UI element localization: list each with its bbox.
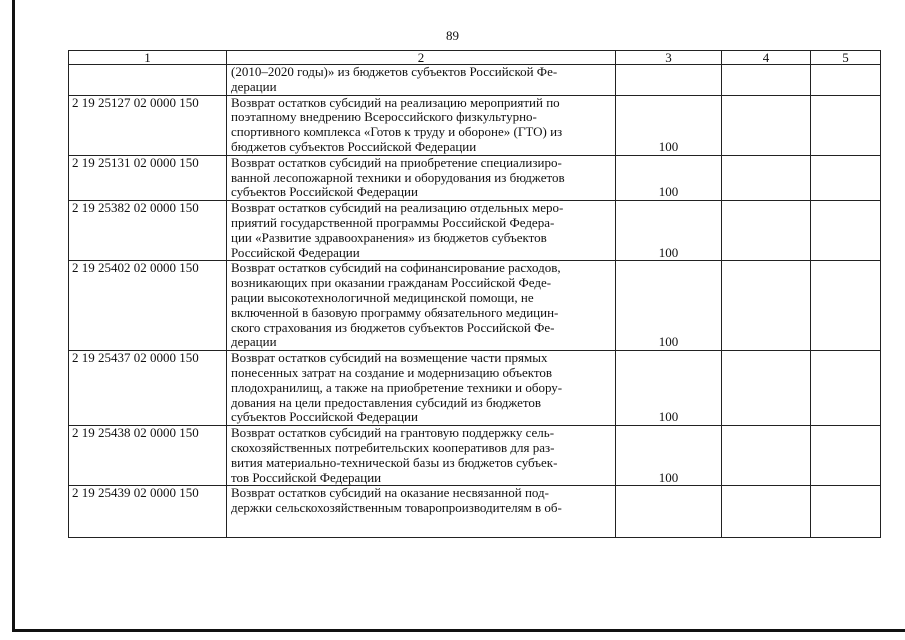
description-line: дерации <box>231 78 277 94</box>
empty-cell-col5 <box>811 95 881 155</box>
description-line: рации высокотехнологичной медицинской помощи, не <box>231 289 534 305</box>
column-header-1: 1 <box>69 51 227 65</box>
budget-code-cell: 2 19 25438 02 0000 150 <box>69 426 227 486</box>
empty-cell-col5 <box>811 426 881 486</box>
empty-cell-col5 <box>811 65 881 96</box>
scan-bottom-border <box>12 629 905 632</box>
description-cell <box>227 201 616 261</box>
empty-cell-col5 <box>811 486 881 538</box>
column-number-header-row <box>69 51 881 65</box>
amount-cell: 100 <box>616 201 722 261</box>
description-cell <box>227 261 616 351</box>
description-line: ванной лесопожарной техники и оборудования из бюджетов <box>231 169 565 185</box>
description-line: поэтапному внедрению Всероссийского физкультурно- <box>231 109 537 125</box>
scan-left-border <box>12 0 15 632</box>
amount-cell: 100 <box>616 426 722 486</box>
description-line: вития материально-технической базы из бюджетов субъек- <box>231 454 558 470</box>
empty-cell-col5 <box>811 261 881 351</box>
page-number: 89 <box>446 28 459 43</box>
empty-cell-col4 <box>722 95 811 155</box>
description-cell <box>227 95 616 155</box>
budget-code-table <box>68 50 881 538</box>
description-line: возникающих при оказании гражданам Российской Феде- <box>231 275 552 291</box>
empty-cell-col4 <box>722 351 811 426</box>
table-row <box>69 155 881 200</box>
table-row <box>69 261 881 351</box>
column-header-4: 4 <box>722 51 811 65</box>
empty-cell-col4 <box>722 261 811 351</box>
empty-cell-col5 <box>811 351 881 426</box>
description-line: (2010–2020 годы)» из бюджетов субъектов Российской Фе- <box>231 64 558 79</box>
description-line: ского страхования из бюджетов субъектов Российской Фе- <box>231 319 555 335</box>
description-line: субъектов Российской Федерации <box>231 184 418 200</box>
amount-cell <box>616 65 722 96</box>
amount-cell: 100 <box>616 261 722 351</box>
column-header-5: 5 <box>811 51 881 65</box>
budget-code-cell: 2 19 25382 02 0000 150 <box>69 201 227 261</box>
description-line: Возврат остатков субсидий на реализацию мероприятий по <box>231 94 560 110</box>
description-line: субъектов Российской Федерации <box>231 409 418 425</box>
description-line: Возврат остатков субсидий на возмещение части прямых <box>231 350 548 366</box>
description-line: Возврат остатков субсидий на софинансирование расходов, <box>231 260 561 276</box>
description-cell <box>227 486 616 538</box>
description-line: дерации <box>231 334 277 350</box>
description-line: Возврат остатков субсидий на грантовую поддержку сель- <box>231 425 555 441</box>
budget-code-cell <box>69 65 227 96</box>
empty-cell-col5 <box>811 201 881 261</box>
amount-cell: 100 <box>616 95 722 155</box>
table-row <box>69 95 881 155</box>
table-row <box>69 201 881 261</box>
description-line: Возврат остатков субсидий на реализацию отдельных меро- <box>231 200 564 216</box>
table-row <box>69 426 881 486</box>
empty-cell-col5 <box>811 155 881 200</box>
description-cell <box>227 426 616 486</box>
description-line: понесенных затрат на создание и модернизацию объектов <box>231 364 553 380</box>
description-line: дования на цели предоставления субсидий из бюджетов <box>231 394 542 410</box>
description-line: скохозяйственных потребительских кооперативов для раз- <box>231 439 555 455</box>
empty-cell-col4 <box>722 426 811 486</box>
description-line: тов Российской Федерации <box>231 469 382 485</box>
amount-cell <box>616 486 722 538</box>
empty-cell-col4 <box>722 65 811 96</box>
description-line: Возврат остатков субсидий на приобретение специализиро- <box>231 154 562 170</box>
description-line: держки сельскохозяйственным товаропроизводителям в об- <box>231 500 562 516</box>
description-line: Возврат остатков субсидий на оказание несвязанной под- <box>231 485 549 501</box>
column-header-3: 3 <box>616 51 722 65</box>
description-line: ции «Развитие здравоохранения» из бюджетов субъектов <box>231 229 547 245</box>
description-line: спортивного комплекса «Готов к труду и обороне» (ГТО) из <box>231 124 563 140</box>
description-cell <box>227 351 616 426</box>
budget-code-cell: 2 19 25402 02 0000 150 <box>69 261 227 351</box>
empty-cell-col4 <box>722 155 811 200</box>
description-line: бюджетов субъектов Российской Федерации <box>231 138 477 154</box>
description-line: включенной в базовую программу обязательного медицин- <box>231 304 559 320</box>
budget-code-cell: 2 19 25127 02 0000 150 <box>69 95 227 155</box>
column-header-2: 2 <box>227 51 616 65</box>
amount-cell: 100 <box>616 351 722 426</box>
table-row <box>69 65 881 96</box>
description-line: приятий государственной программы Российской Федера- <box>231 214 555 230</box>
table-row <box>69 486 881 538</box>
amount-cell: 100 <box>616 155 722 200</box>
description-line: Российской Федерации <box>231 244 360 260</box>
empty-cell-col4 <box>722 201 811 261</box>
table-row <box>69 351 881 426</box>
budget-code-cell: 2 19 25437 02 0000 150 <box>69 351 227 426</box>
budget-code-cell: 2 19 25131 02 0000 150 <box>69 155 227 200</box>
description-line: плодохранилищ, а также на приобретение техники и обору- <box>231 379 563 395</box>
description-cell <box>227 155 616 200</box>
description-cell <box>227 65 616 96</box>
budget-code-cell: 2 19 25439 02 0000 150 <box>69 486 227 538</box>
empty-cell-col4 <box>722 486 811 538</box>
